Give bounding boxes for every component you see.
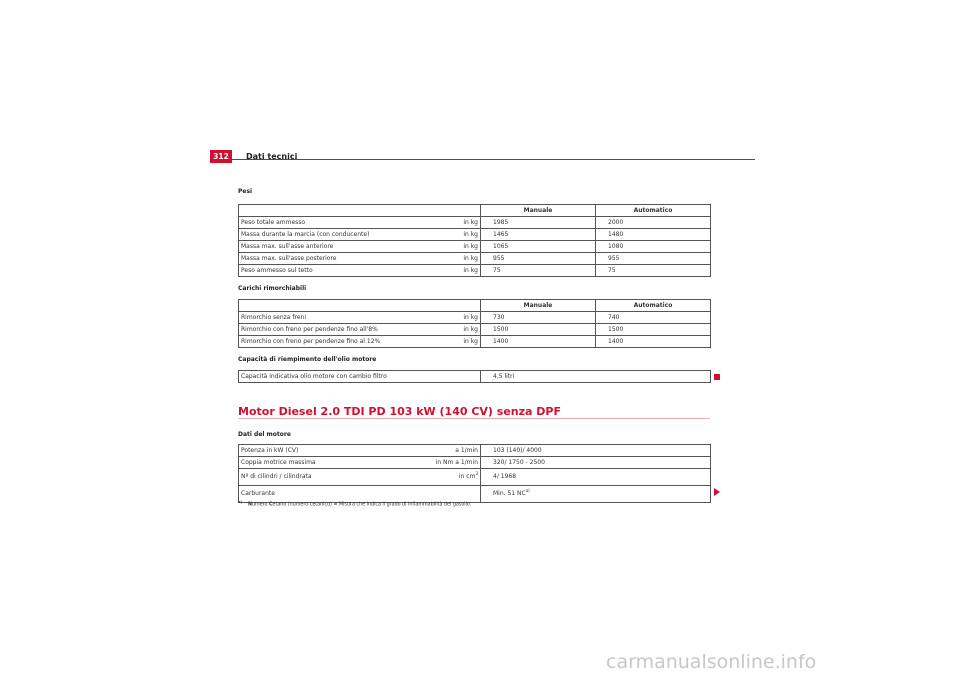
table-row: Rimorchio con freno per pendenze fino all'8% in kg 1500 1500 [239, 324, 711, 336]
section-title-carichi: Carichi rimorchiabili [238, 285, 307, 292]
table-row: Potenza in kW (CV) a 1/min 103 (140)/ 4000 [239, 445, 711, 457]
table-row: Massa max. sull'asse anteriore in kg 1065 1080 [239, 241, 711, 253]
table-row: Carburante Min. 51 NC$^{a)}$ [239, 486, 711, 503]
table-row: Nº di cilindri / cilindrata in $cm^3$ 4/ 1968 [239, 469, 711, 486]
table-row: Massa durante la marcia (con conducente) in kg 1465 1480 [239, 229, 711, 241]
column-header: Automatico [596, 300, 711, 312]
column-header: Manuale [481, 300, 596, 312]
olio-table [238, 370, 711, 383]
pesi-table [238, 204, 711, 277]
section-title-olio: Capacità di riempimento dell'olio motore [238, 356, 377, 363]
table-header-row [239, 205, 711, 217]
table-row: Capacità indicativa olio motore con cambio filtro 4,5 litri [239, 371, 711, 383]
continue-arrow-icon [714, 488, 720, 496]
footnote: $^{a)}$Numero Cetano (numero cetanico) = Misura che indica il grado di infiammabilità del gasolio. [238, 500, 472, 508]
engine-section-title: Motor Diesel 2.0 TDI PD 103 kW (140 CV) senza DPF [238, 405, 561, 418]
column-header: Manuale [481, 205, 596, 217]
table-row: Peso ammesso sul tetto in kg 75 75 [239, 265, 711, 277]
table-row: Peso totale ammesso in kg 1985 2000 [239, 217, 711, 229]
section-title-engine-data: Dati del motore [238, 431, 291, 438]
header-title: Dati tecnici [246, 152, 298, 161]
watermark: carmanualsonline.info [606, 651, 817, 673]
header-rule [210, 159, 755, 160]
carichi-table [238, 299, 711, 348]
table-row: Rimorchio con freno per pendenze fino al 12% in kg 1400 1400 [239, 336, 711, 348]
engine-title-rule [238, 418, 710, 419]
table-row: Massa max. sull'asse posteriore in kg 955 955 [239, 253, 711, 265]
column-header: Automatico [596, 205, 711, 217]
engine-table [238, 444, 711, 503]
table-row: Coppia motrice massima in Nm a 1/min 320/ 1750 - 2500 [239, 457, 711, 469]
section-end-marker [714, 374, 720, 380]
table-row: Rimorchio senza freni in kg 730 740 [239, 312, 711, 324]
section-title-pesi: Pesi [238, 188, 253, 195]
table-header-row [239, 300, 711, 312]
page-number: 312 [210, 150, 232, 163]
